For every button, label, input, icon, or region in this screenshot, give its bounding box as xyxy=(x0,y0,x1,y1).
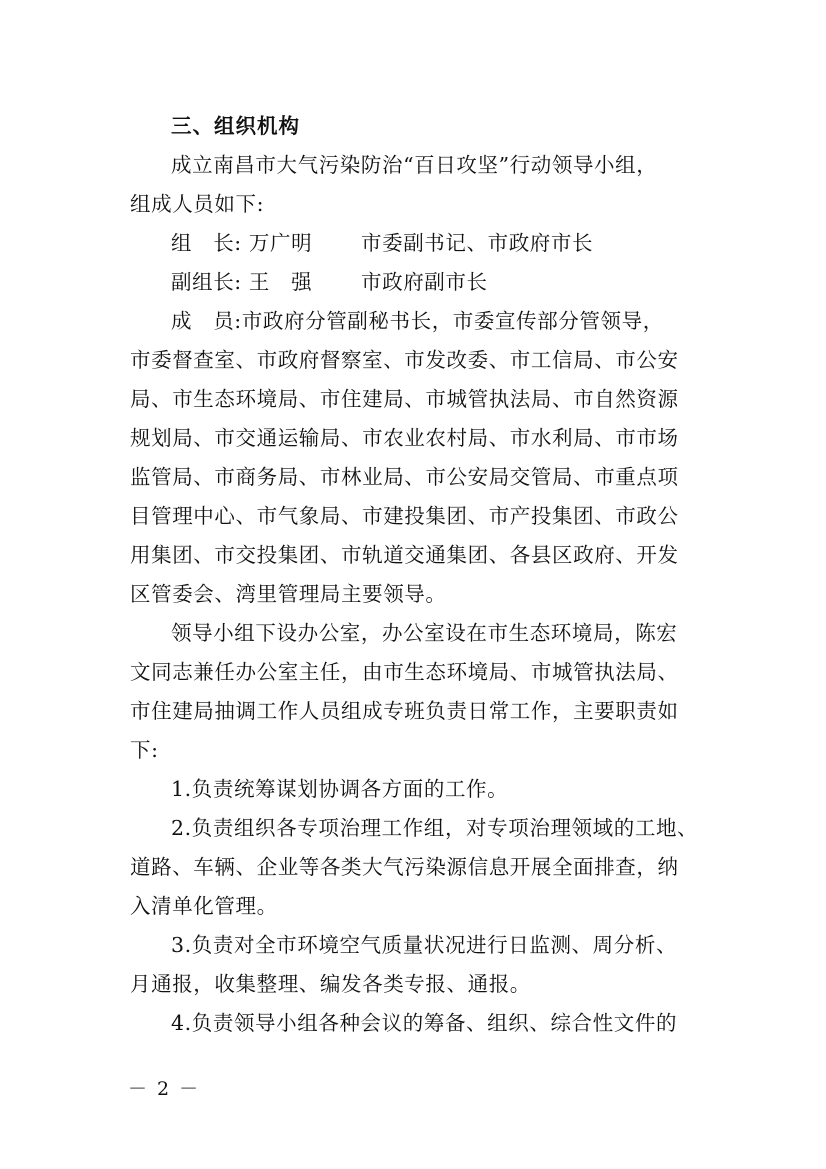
office-paragraph-line: 市住建局抽调工作人员组成专班负责日常工作，主要职责如 xyxy=(130,699,679,723)
duty-3: 3.负责对全市环境空气质量状况进行日监测、周分析、 xyxy=(171,933,678,957)
members-line: 局、市生态环境局、市住建局、市城管执法局、市自然资源 xyxy=(130,387,679,411)
section-heading: 三、组织机构 xyxy=(171,114,300,138)
duty-2-continued: 入清单化管理。 xyxy=(130,894,278,918)
page-number: － 2 － xyxy=(128,1078,201,1100)
office-paragraph-line: 领导小组下设办公室，办公室设在市生态环境局，陈宏 xyxy=(171,621,678,645)
duty-2: 2.负责组织各专项治理工作组，对专项治理领域的工地、 xyxy=(171,816,699,840)
leader-role: 组 长: 万广明 xyxy=(171,231,313,255)
duty-2-continued: 道路、车辆、企业等各类大气污染源信息开展全面排查，纳 xyxy=(130,855,679,879)
deputy-role: 副组长: 王 强 xyxy=(171,270,313,294)
members-line: 规划局、市交通运输局、市农业农村局、市水利局、市市场 xyxy=(130,426,679,450)
members-line: 成 员:市政府分管副秘书长，市委宣传部分管领导， xyxy=(171,309,664,333)
office-paragraph-line: 下: xyxy=(130,738,159,762)
deputy-title: 市政府副市长 xyxy=(361,270,488,294)
duty-1: 1.负责统筹谋划协调各方面的工作。 xyxy=(171,777,509,801)
duty-3-continued: 月通报，收集整理、编发各类专报、通报。 xyxy=(130,972,531,996)
members-line: 监管局、市商务局、市林业局、市公安局交管局、市重点项 xyxy=(130,465,679,489)
members-line: 市委督查室、市政府督察室、市发改委、市工信局、市公安 xyxy=(130,348,679,372)
members-line: 用集团、市交投集团、市轨道交通集团、各县区政府、开发 xyxy=(130,543,679,567)
leader-title: 市委副书记、市政府市长 xyxy=(361,231,594,255)
members-line: 目管理中心、市气象局、市建投集团、市产投集团、市政公 xyxy=(130,504,679,528)
office-paragraph-line: 文同志兼任办公室主任，由市生态环境局、市城管执法局、 xyxy=(130,660,679,684)
intro-line: 成立南昌市大气污染防治“百日攻坚”行动领导小组， xyxy=(171,153,658,177)
intro-line: 组成人员如下: xyxy=(130,192,265,216)
duty-4: 4.负责领导小组各种会议的筹备、组织、综合性文件的 xyxy=(171,1011,678,1035)
members-line: 区管委会、湾里管理局主要领导。 xyxy=(130,582,447,606)
